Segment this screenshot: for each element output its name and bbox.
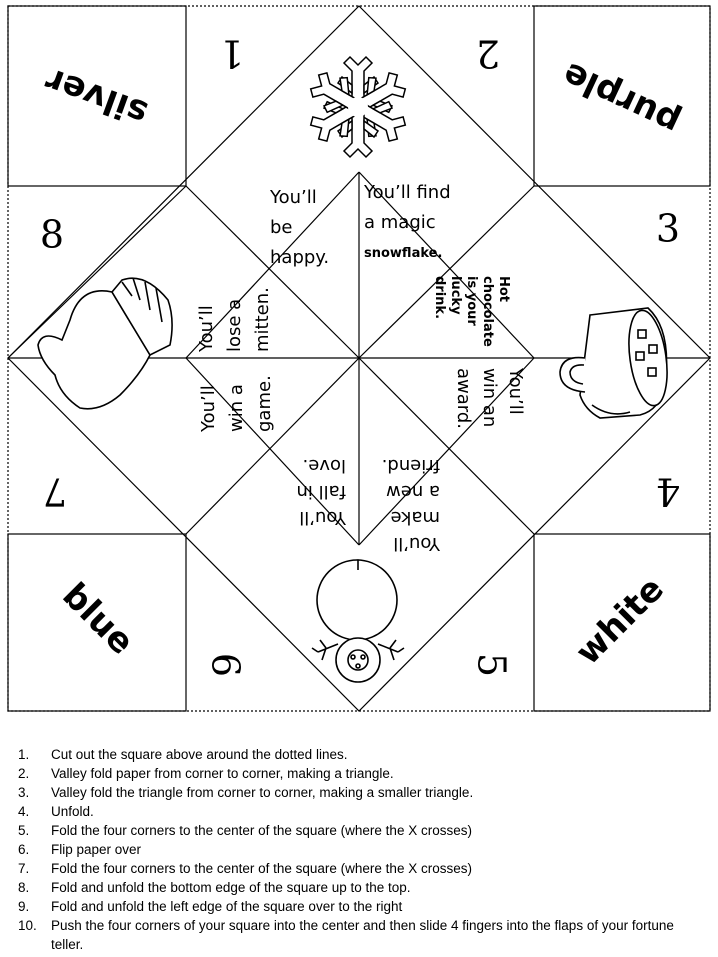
instruction-text: Cut out the square above around the dotted lines. (51, 747, 348, 762)
instruction-text: Flip paper over (51, 842, 142, 857)
fortune-line: is your (464, 276, 479, 326)
number-7: 7 (42, 469, 68, 514)
instructions-list (18, 745, 708, 954)
instruction-step (18, 878, 708, 897)
instruction-number: 5. (18, 823, 30, 838)
instruction-text: Push the four corners of your square into the center and then slide 4 fingers into the flaps of your fortune teller. (51, 918, 674, 952)
fortune-line: You’ll (393, 533, 440, 554)
instruction-step (18, 764, 708, 783)
number-1: 1 (219, 31, 245, 76)
instruction-text: Fold and unfold the left edge of the square over to the right (51, 899, 403, 914)
instruction-step (18, 897, 708, 916)
number-5: 5 (469, 652, 514, 678)
fortune-happy (269, 187, 329, 268)
fortune-line: You’ll (505, 368, 526, 415)
fortune-line: a magic (364, 212, 436, 233)
fortune-line: Hot (496, 276, 511, 303)
fortune-line: friend. (381, 455, 440, 476)
snowflake-icon (305, 57, 412, 157)
fortune-line: snowflake. (364, 246, 443, 261)
instruction-step (18, 916, 708, 954)
fortune-line: You’ll find (364, 182, 451, 203)
instruction-text: Fold the four corners to the center of the square (where the X crosses) (51, 823, 472, 838)
fortune-line: fall in (296, 481, 346, 502)
fortune-line: lose a (224, 298, 245, 352)
instruction-step (18, 859, 708, 878)
fortune-line: make (390, 507, 440, 528)
fortune-line: chocolate (480, 276, 495, 347)
fortune-line: a new (386, 481, 440, 502)
fortune-line: You’ll (270, 187, 317, 208)
instruction-number: 8. (18, 880, 30, 895)
fortune-award (453, 367, 526, 429)
fortune-line: win an (479, 368, 500, 428)
instruction-number: 2. (18, 766, 30, 781)
number-6: 6 (203, 652, 248, 678)
number-3: 3 (655, 206, 681, 251)
instruction-text: Valley fold paper from corner to corner, making a triangle. (51, 766, 394, 781)
instruction-step (18, 802, 708, 821)
instruction-number: 1. (18, 747, 30, 762)
number-8: 8 (39, 212, 65, 257)
fortune-friend (382, 455, 441, 554)
instruction-step (18, 840, 708, 859)
fortune-line: You’ll (198, 385, 219, 432)
instruction-step (18, 821, 708, 840)
fortune-line: mitten. (252, 287, 273, 352)
fortune-line: game. (254, 375, 275, 432)
fortune-line: lucky (448, 276, 463, 315)
color-white: white (568, 569, 672, 673)
color-blue: blue (54, 575, 142, 663)
fortune-mitten (196, 287, 273, 353)
fortune-line: be (270, 217, 293, 238)
instruction-text: Fold and unfold the bottom edge of the square up to the top. (51, 880, 411, 895)
fortune-line: You’ll (299, 507, 346, 528)
color-purple: purple (556, 53, 687, 143)
instruction-number: 9. (18, 899, 30, 914)
instruction-text: Fold the four corners to the center of the square (where the X crosses) (51, 861, 472, 876)
fortune-snowflake (363, 182, 451, 261)
snowman-icon (312, 560, 404, 682)
instruction-number: 4. (18, 804, 30, 819)
mitten-icon (38, 278, 172, 409)
instruction-number: 7. (18, 861, 30, 876)
number-2: 2 (475, 31, 501, 76)
instruction-number: 6. (18, 842, 30, 857)
number-4: 4 (655, 469, 681, 514)
instruction-text: Valley fold the triangle from corner to corner, making a smaller triangle. (51, 785, 474, 800)
fortune-line: You’ll (196, 305, 217, 352)
instruction-step (18, 745, 708, 764)
fortune-line: drink. (432, 276, 447, 320)
fortune-line: love. (302, 455, 346, 476)
instruction-text: Unfold. (51, 804, 94, 819)
instruction-step (18, 783, 708, 802)
fortune-line: award. (453, 368, 474, 430)
fortune-hot-chocolate (432, 276, 511, 347)
mug-icon (560, 308, 673, 418)
fortune-line: win a (226, 384, 247, 432)
instruction-number: 3. (18, 785, 30, 800)
color-silver: silver (40, 59, 153, 134)
fortune-line: happy. (270, 247, 330, 268)
fortune-love (297, 455, 348, 528)
instruction-number: 10. (18, 918, 37, 933)
